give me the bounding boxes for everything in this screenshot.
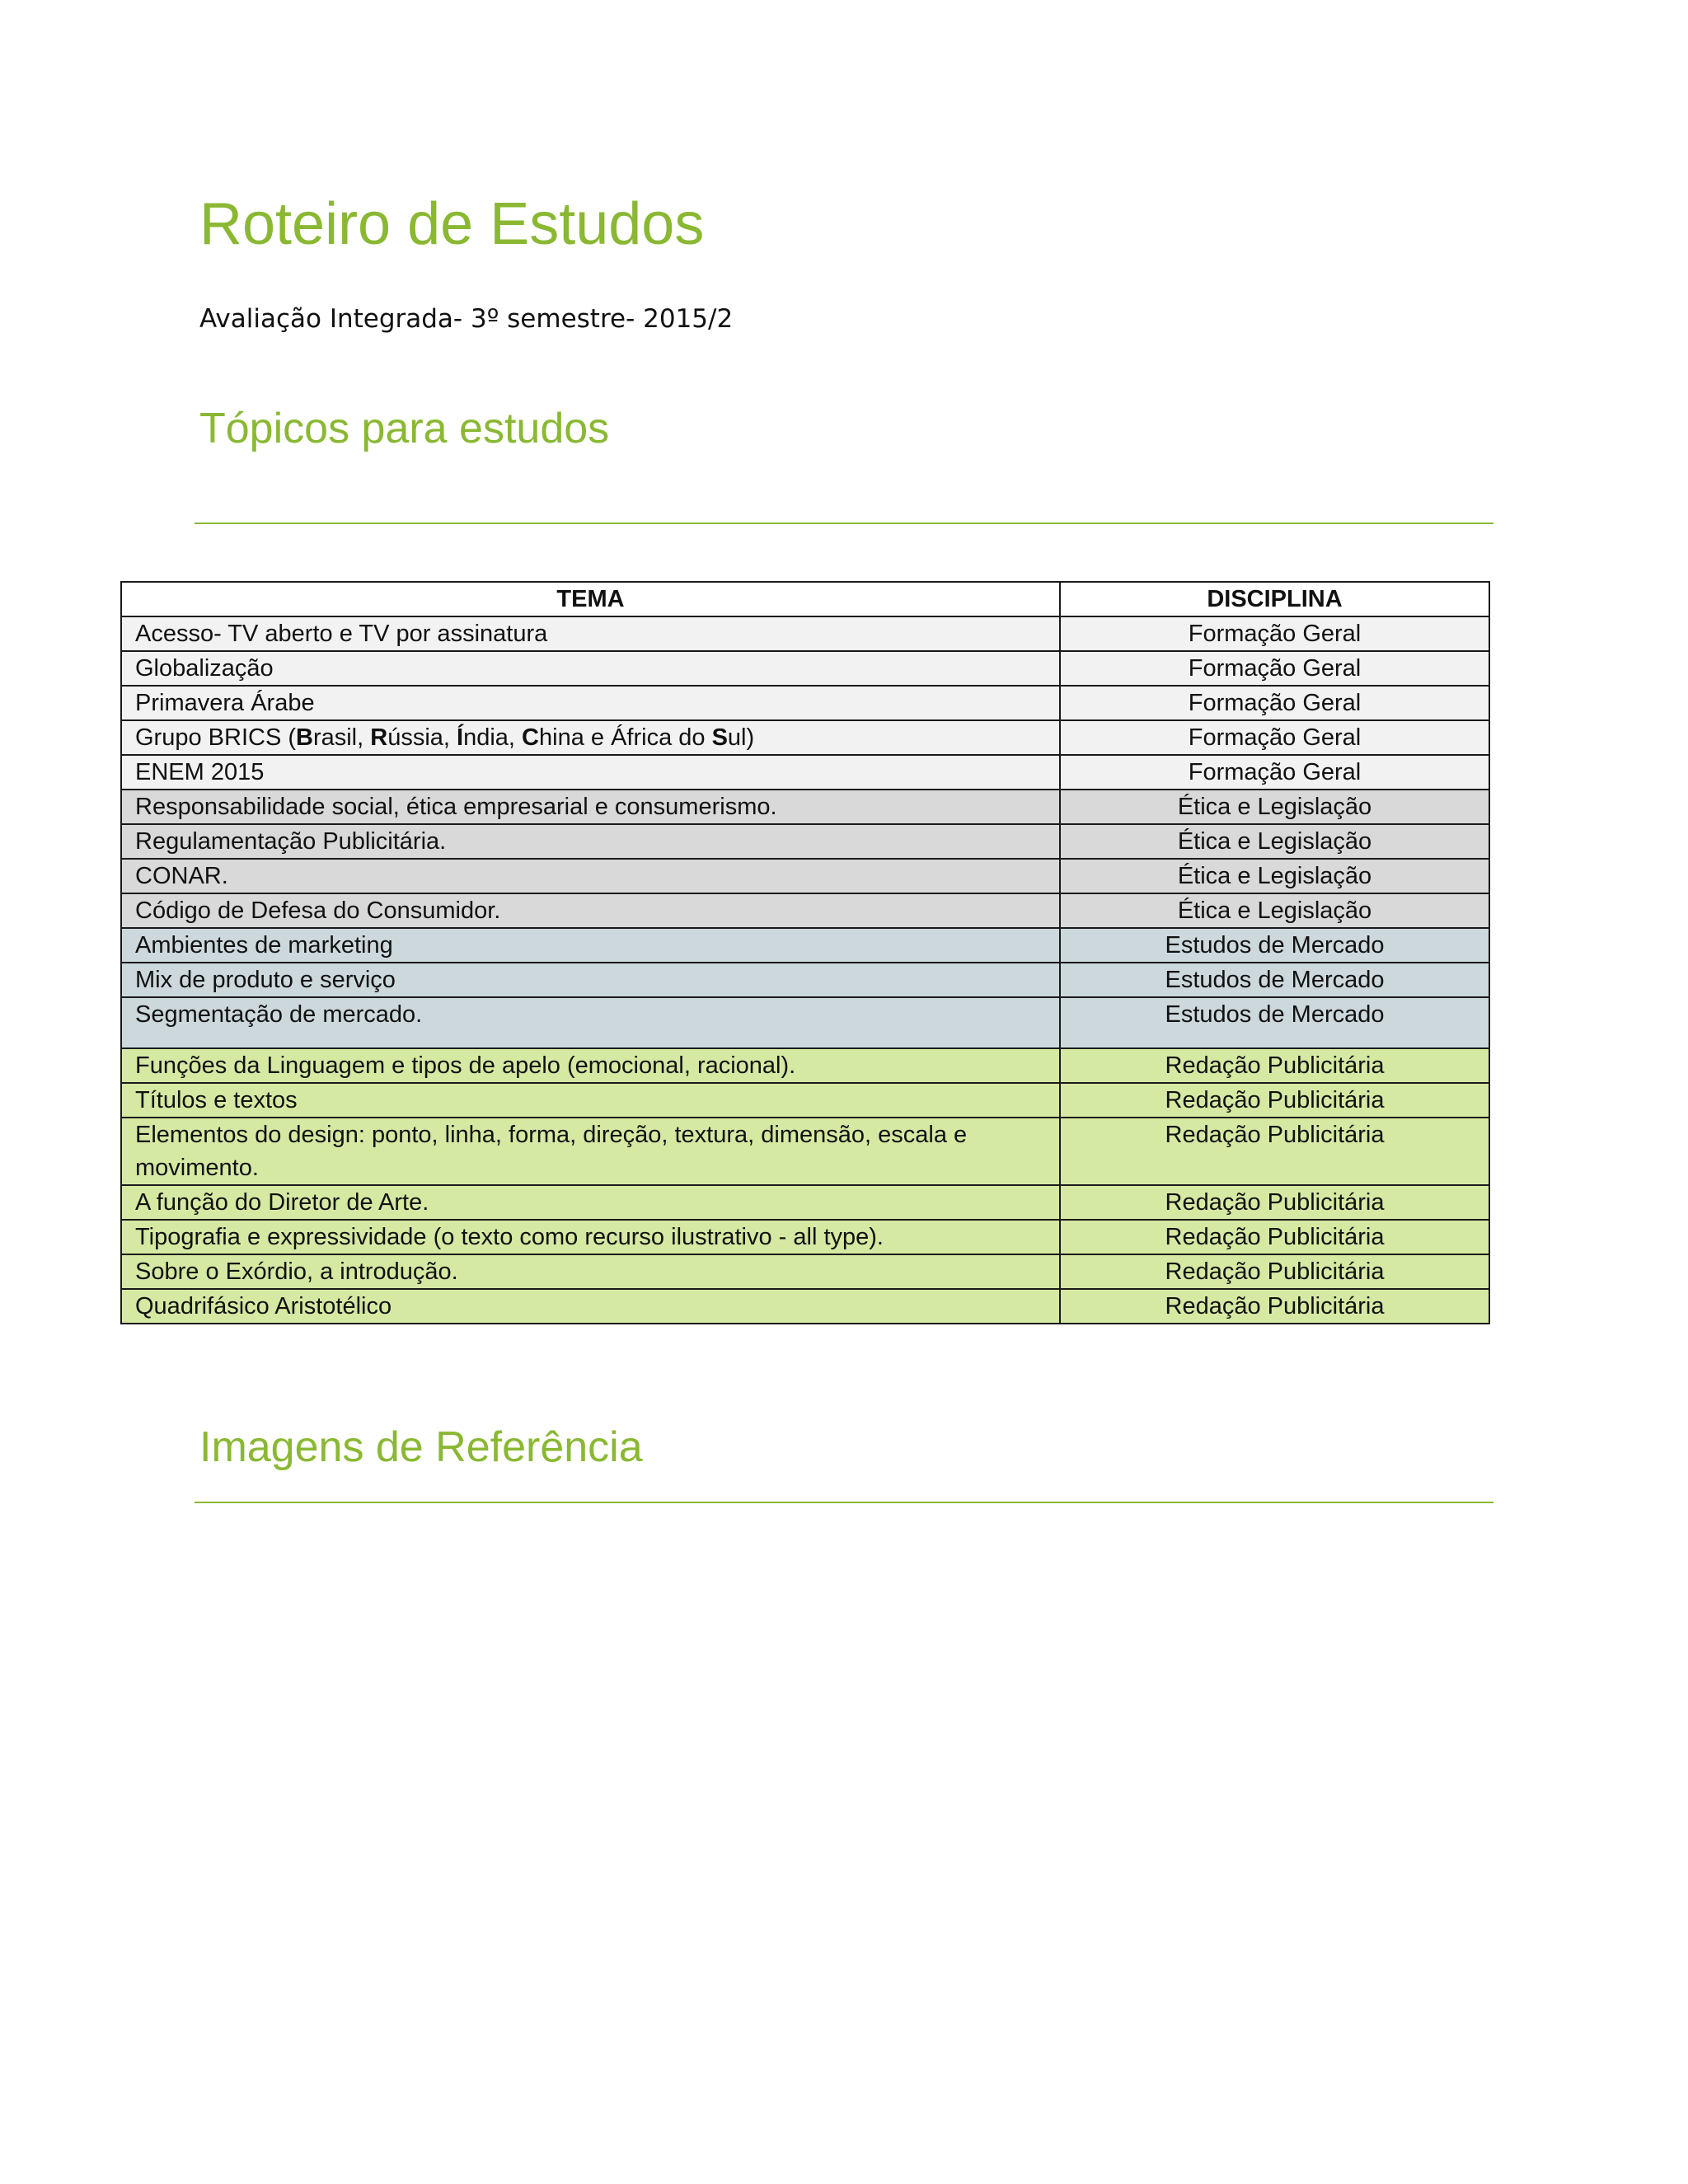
- table-row: [121, 790, 1489, 824]
- disciplina-cell: Ética e Legislação: [1060, 859, 1489, 893]
- table-row: [121, 1048, 1489, 1083]
- section-divider: [195, 523, 1493, 524]
- table-row: [121, 859, 1489, 893]
- tema-cell: Primavera Árabe: [121, 686, 1060, 720]
- disciplina-cell: Redação Publicitária: [1060, 1048, 1489, 1083]
- tema-cell: A função do Diretor de Arte.: [121, 1185, 1060, 1220]
- page-subtitle: Avaliação Integrada- 3º semestre- 2015/2: [199, 304, 734, 334]
- disciplina-cell: Redação Publicitária: [1060, 1289, 1489, 1324]
- disciplina-cell: Formação Geral: [1060, 686, 1489, 720]
- table-row: [121, 1289, 1489, 1324]
- tema-cell: Tipografia e expressividade (o texto como recurso ilustrativo - all type).: [121, 1220, 1060, 1254]
- table-header-row: [121, 582, 1489, 616]
- topics-table: [120, 581, 1490, 1324]
- disciplina-cell: Estudos de Mercado: [1060, 928, 1489, 963]
- table-row: [121, 1254, 1489, 1289]
- tema-cell: Elementos do design: ponto, linha, forma, direção, textura, dimensão, escala e movimento.: [121, 1118, 1060, 1185]
- tema-cell: Funções da Linguagem e tipos de apelo (emocional, racional).: [121, 1048, 1060, 1083]
- disciplina-cell: Formação Geral: [1060, 616, 1489, 651]
- tema-cell-brics: Grupo BRICS (Brasil, Rússia, Índia, China e África do Sul): [121, 720, 1060, 755]
- disciplina-cell: Redação Publicitária: [1060, 1254, 1489, 1289]
- disciplina-cell: Redação Publicitária: [1060, 1185, 1489, 1220]
- disciplina-cell: Estudos de Mercado: [1060, 963, 1489, 997]
- column-header-disciplina: DISCIPLINA: [1060, 582, 1489, 616]
- tema-cell: Mix de produto e serviço: [121, 963, 1060, 997]
- table-row: [121, 824, 1489, 859]
- tema-cell: Globalização: [121, 651, 1060, 686]
- disciplina-cell: Ética e Legislação: [1060, 893, 1489, 928]
- tema-cell: Regulamentação Publicitária.: [121, 824, 1060, 859]
- column-header-tema: TEMA: [121, 582, 1060, 616]
- table-row: [121, 893, 1489, 928]
- table-row: [121, 755, 1489, 790]
- table-row: [121, 686, 1489, 720]
- section-heading-topicos: Tópicos para estudos: [199, 405, 610, 452]
- page-title: Roteiro de Estudos: [199, 191, 705, 257]
- table-row: [121, 720, 1489, 755]
- tema-cell: ENEM 2015: [121, 755, 1060, 790]
- section-heading-imagens: Imagens de Referência: [199, 1423, 643, 1471]
- tema-cell: Sobre o Exórdio, a introdução.: [121, 1254, 1060, 1289]
- section-divider: [195, 1502, 1493, 1503]
- table-row: [121, 1118, 1489, 1185]
- table-row: [121, 1083, 1489, 1118]
- table-row: [121, 651, 1489, 686]
- table-row: [121, 928, 1489, 963]
- tema-cell: Ambientes de marketing: [121, 928, 1060, 963]
- tema-cell: Segmentação de mercado.: [121, 997, 1060, 1048]
- disciplina-cell: Formação Geral: [1060, 720, 1489, 755]
- tema-cell: CONAR.: [121, 859, 1060, 893]
- tema-cell: Títulos e textos: [121, 1083, 1060, 1118]
- disciplina-cell: Ética e Legislação: [1060, 824, 1489, 859]
- disciplina-cell: Formação Geral: [1060, 651, 1489, 686]
- table-row: [121, 963, 1489, 997]
- disciplina-cell: Estudos de Mercado: [1060, 997, 1489, 1048]
- table-row: [121, 616, 1489, 651]
- table-row: [121, 1220, 1489, 1254]
- disciplina-cell: Redação Publicitária: [1060, 1083, 1489, 1118]
- tema-cell: Responsabilidade social, ética empresarial e consumerismo.: [121, 790, 1060, 824]
- disciplina-cell: Redação Publicitária: [1060, 1118, 1489, 1185]
- tema-cell: Acesso- TV aberto e TV por assinatura: [121, 616, 1060, 651]
- disciplina-cell: Redação Publicitária: [1060, 1220, 1489, 1254]
- table-row: [121, 997, 1489, 1048]
- table-row: [121, 1185, 1489, 1220]
- tema-cell: Quadrifásico Aristotélico: [121, 1289, 1060, 1324]
- tema-cell: Código de Defesa do Consumidor.: [121, 893, 1060, 928]
- disciplina-cell: Formação Geral: [1060, 755, 1489, 790]
- disciplina-cell: Ética e Legislação: [1060, 790, 1489, 824]
